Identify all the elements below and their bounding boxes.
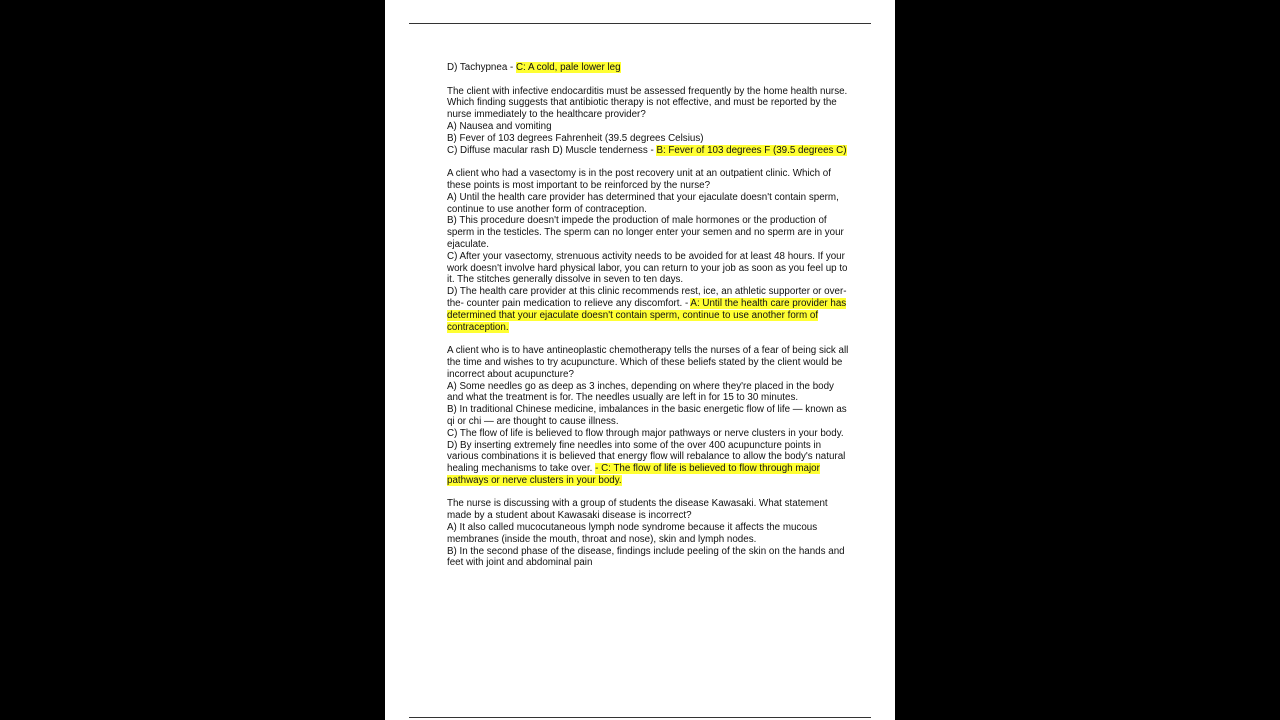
highlighted-answer: C: A cold, pale lower leg xyxy=(515,62,621,73)
highlighted-answer: - C: The flow of life is believed to flow through major pathways or nerve clusters in your body. xyxy=(447,463,820,486)
option-b: B) In the second phase of the disease, findings include peeling of the skin on the hands and feet with joint and abdominal pain xyxy=(447,545,845,569)
option-c-d: C) Diffuse macular rash D) Muscle tenderness - B: Fever of 103 degrees F (39.5 degrees C) xyxy=(447,144,847,156)
option-b: B) Fever of 103 degrees Fahrenheit (39.5 degrees Celsius) xyxy=(447,132,704,144)
document-content xyxy=(447,62,849,581)
option-b: B) This procedure doesn't impede the production of male hormones or the production of sperm in the testicles. The sperm can no longer enter your semen and no sperm are in your ejaculate. xyxy=(447,215,844,250)
footer-rule xyxy=(409,717,871,718)
question-block-2 xyxy=(447,86,849,157)
option-a: A) Nausea and vomiting xyxy=(447,120,552,132)
question-text: The client with infective endocarditis must be assessed frequently by the home health nurse. Which finding suggests that antibiotic therapy is not effective, and must be reported by the nurse immediately to the healthcare provider? xyxy=(447,85,848,121)
document-page xyxy=(385,0,895,720)
option-b: B) In traditional Chinese medicine, imbalances in the basic energetic flow of life — known as qi or chi — are thought to cause illness. xyxy=(447,404,847,427)
option-c: C) The flow of life is believed to flow through major pathways or nerve clusters in your body. xyxy=(447,427,844,439)
option-a: A) It also called mucocutaneous lymph node syndrome because it affects the mucous membranes (inside the mouth, throat and nose), skin and lymph nodes. xyxy=(447,522,818,545)
question-text: A client who is to have antineoplastic chemotherapy tells the nurses of a fear of being sick all the time and wishes to try acupuncture. Which of these beliefs stated by the client would be incorrect about acupuncture? xyxy=(447,345,849,380)
question-block-3 xyxy=(447,168,849,333)
option-d: D) The health care provider at this clinic recommends rest, ice, an athletic supporter or over-the- counter pain medication to relieve any discomfort. - A: Until the health care provider has determined that your ejaculate doesn't contain sperm, continue to use another form of contraception. xyxy=(447,286,847,333)
highlighted-answer: A: Until the health care provider has determined that your ejaculate doesn't contain sperm, continue to use another form of contraception. xyxy=(447,297,847,333)
option-d: D) By inserting extremely fine needles into some of the over 400 acupuncture points in various combinations it is believed that energy flow will rebalance to allow the body's natural healing mechanisms to take over. - C: The flow of life is believed to flow through major pathways or nerve clusters in your body. xyxy=(447,439,846,486)
question-text: A client who had a vasectomy is in the post recovery unit at an outpatient clinic. Which of these points is most important to be reinforced by the nurse? xyxy=(447,168,831,191)
text-line: D) Tachypnea - C: A cold, pale lower leg xyxy=(447,62,621,73)
option-c: C) After your vasectomy, strenuous activity needs to be avoided for at least 48 hours. If your work doesn't involve hard physical labor, you can return to your job as soon as you feel up to it. The stitches generally dissolve in seven to ten days. xyxy=(447,250,848,286)
question-block-4 xyxy=(447,345,849,487)
question-text: The nurse is discussing with a group of students the disease Kawasaki. What statement made by a student about Kawasaki disease is incorrect? xyxy=(447,498,828,522)
option-a: A) Some needles go as deep as 3 inches, depending on where they're placed in the body and what the treatment is for. The needles usually are left in for 15 to 30 minutes. xyxy=(447,380,834,404)
header-rule xyxy=(409,23,871,24)
question-block-1 xyxy=(447,62,849,74)
option-a: A) Until the health care provider has determined that your ejaculate doesn't contain sperm, continue to use another form of contraception. xyxy=(447,191,839,215)
highlighted-answer: B: Fever of 103 degrees F (39.5 degrees C) xyxy=(656,144,847,156)
question-block-5 xyxy=(447,498,849,569)
